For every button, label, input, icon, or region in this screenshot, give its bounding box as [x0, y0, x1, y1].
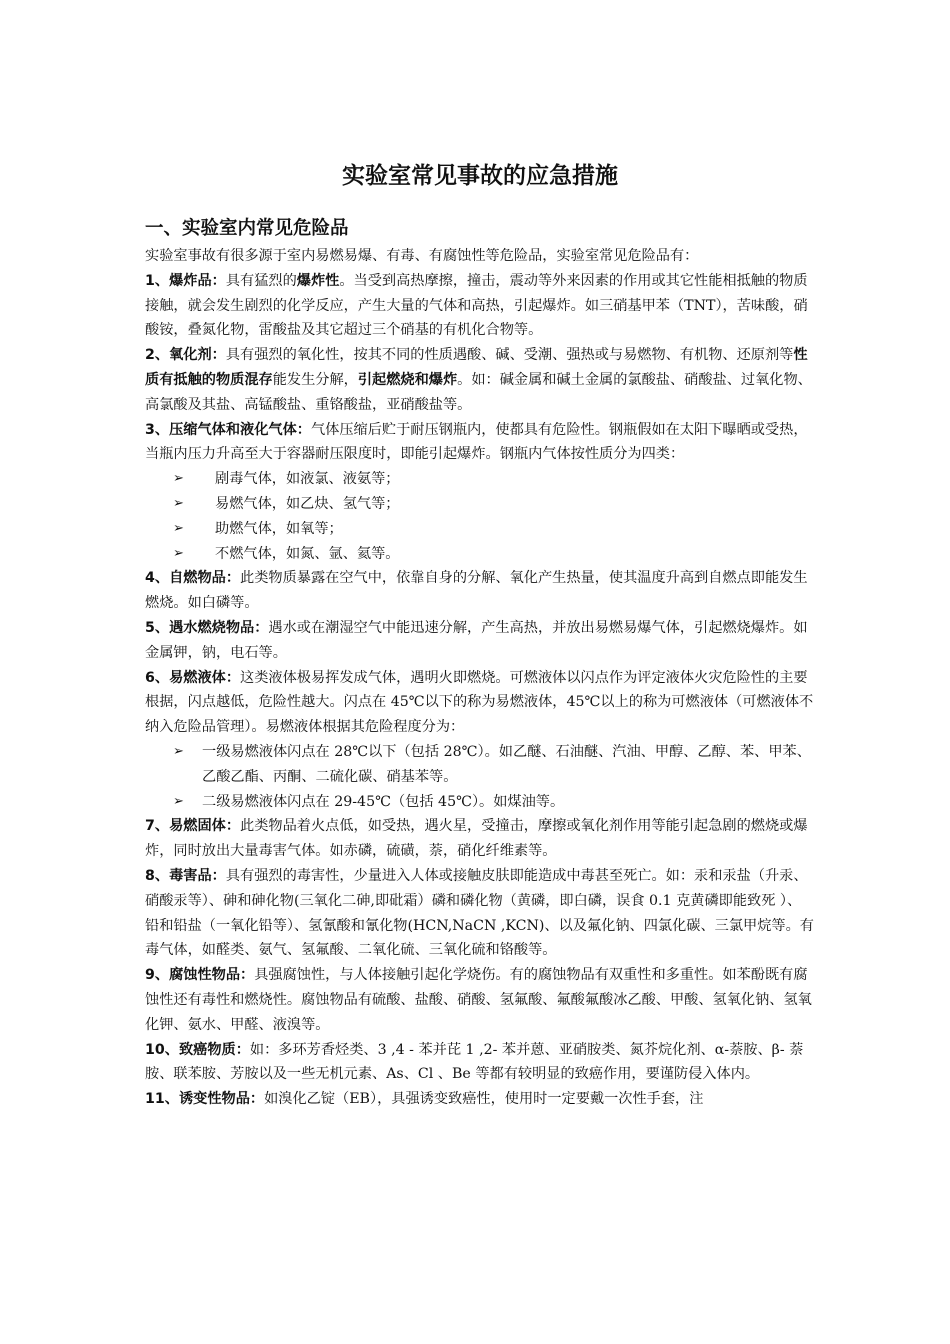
item-text: 此类物品着火点低，如受热，遇火星，受撞击，摩擦或氧化剂作用等能引起急剧的燃烧或爆炸，同时放出大量毒害气体。如赤磷，硫磺，萘，硝化纤维素等。 — [145, 818, 808, 860]
item-label: 毒害品： — [169, 867, 226, 884]
item-label: 遇水燃烧物品： — [169, 619, 269, 636]
bullet-item — [145, 517, 815, 542]
item-label: 爆炸品： — [169, 272, 226, 289]
bullet-item — [145, 740, 815, 790]
bullet-text: 不燃气体，如氮、氩、氦等。 — [215, 545, 400, 562]
item-number: 11、 — [145, 1091, 179, 1108]
item-text: 具有强烈的毒害性，少量进入人体或接触皮肤即能造成中毒甚至死亡。如：汞和汞盐（升汞、硝酸汞等）、砷和砷化物(三氧化二砷,即砒霜）磷和磷化物（黄磷，即白磷，误食 0.1 克黄磷即能致死 ）、铅和铅盐（一氧化铅等）、氢氰酸和氰化物(HCN,NaCN ,KCN)、以及氟化钠、四氯化碳、三氯甲烷等。有毒气体，如醛类、氨气、氢氟酸、二氧化硫、三氧化硫和铬酸等。 — [145, 867, 814, 959]
bullet-arrow-icon: ➢ — [173, 495, 184, 511]
item-number: 6、 — [145, 669, 170, 686]
bullet-arrow-icon: ➢ — [173, 743, 184, 759]
item-flammable-liquids — [145, 666, 815, 740]
item-text: 遇水或在潮湿空气中能迅速分解，产生高热，并放出易燃易爆气体，引起燃烧爆炸。如金属钾，钠，电石等。 — [145, 619, 808, 661]
item-compressed-gases — [145, 418, 815, 468]
item-label: 易燃液体： — [169, 669, 241, 686]
bullet-arrow-icon: ➢ — [173, 471, 184, 487]
document-page — [145, 152, 815, 1112]
bullet-arrow-icon: ➢ — [173, 793, 184, 809]
item-text: 这类液体极易挥发成气体，遇明火即燃烧。可燃液体以闪点作为评定液体火灾危险性的主要根据，闪点越低，危险性越大。闪点在 45℃以下的称为易燃液体，45℃以上的称为可燃液体（可燃液体不纳入危险品管理）。易燃液体根据其危险程度分为： — [145, 669, 814, 736]
item-oxidizers — [145, 343, 815, 417]
item-number: 5、 — [145, 619, 170, 636]
item-self-igniting — [145, 566, 815, 616]
item-mutagens — [145, 1087, 815, 1112]
item-corrosive — [145, 963, 815, 1037]
bullet-item — [145, 467, 815, 492]
item-toxic — [145, 864, 815, 963]
bullet-text: 一级易燃液体闪点在 28℃以下（包括 28℃）。如乙醚、石油醚、汽油、甲醇、乙醇、苯、甲苯、乙酸乙酯、丙酮、二硫化碳、硝基苯等。 — [202, 743, 811, 785]
item-carcinogens — [145, 1038, 815, 1088]
bullet-arrow-icon: ➢ — [173, 520, 184, 536]
item-water-reactive — [145, 616, 815, 666]
item-number: 8、 — [145, 867, 170, 884]
item-label: 腐蚀性物品： — [169, 967, 255, 984]
item-number: 7、 — [145, 818, 170, 835]
item-label: 易燃固体： — [169, 818, 241, 835]
item-text: 具有强烈的氧化性，按其不同的性质遇酸、碱、受潮、强热或与易燃物、有机物、还原剂等 — [225, 347, 794, 364]
item-number: 4、 — [145, 570, 170, 587]
item-text: 。当受到高热摩擦，撞击，震动等外来因素的作用或其它性能相抵触的物质接触，就会发生剧烈的化学反应，产生大量的气体和高热，引起爆炸。如三硝基甲苯（TNT），苦味酸，硝酸铵，叠氮化物，雷酸盐及其它超过三个硝基的有机化合物等。 — [145, 272, 808, 339]
item-text: 如溴化乙锭（EB），具强诱变致癌性，使用时一定要戴一次性手套，注 — [264, 1091, 704, 1108]
bullet-item — [145, 492, 815, 517]
item-number: 10、 — [145, 1041, 179, 1058]
item-number: 2、 — [145, 347, 170, 364]
item-text: 。如：碱金属和碱土金属的氯酸盐、硝酸盐、过氧化物、高氯酸及其盐、高锰酸盐、重铬酸盐，亚硝酸盐等。 — [145, 371, 812, 413]
item-emphasis: 性质有抵触的物质混存 — [145, 347, 808, 388]
item-text: 具强腐蚀性，与人体接触引起化学烧伤。有的腐蚀物品有双重性和多重性。如苯酚既有腐蚀性还有毒性和燃烧性。腐蚀物品有硫酸、盐酸、硝酸、氢氟酸、氟酸氟酸冰乙酸、甲酸、氢氧化钠、氢氧化钾、氨水、甲醛、液溴等。 — [145, 967, 812, 1033]
item-label: 压缩气体和液化气体： — [169, 421, 311, 438]
item-text: 此类物质暴露在空气中，依靠自身的分解、氧化产生热量，使其温度升高到自燃点即能发生燃烧。如白磷等。 — [145, 570, 808, 612]
bullet-item — [145, 790, 815, 815]
bullet-text: 二级易燃液体闪点在 29-45℃（包括 45℃）。如煤油等。 — [202, 793, 565, 810]
bullet-text: 助燃气体，如氧等； — [215, 520, 343, 537]
item-flammable-solids — [145, 814, 815, 864]
bullet-item — [145, 542, 815, 567]
bullet-text: 易燃气体，如乙炔、氢气等； — [215, 495, 400, 512]
item-number: 9、 — [145, 967, 170, 984]
section-heading: 一、实验室内常见危险品 — [145, 218, 349, 239]
item-emphasis: 引起燃烧和爆炸 — [357, 371, 458, 388]
item-text: 具有猛烈的 — [225, 272, 297, 289]
page-title: 实验室常见事故的应急措施 — [342, 163, 618, 189]
item-label: 致癌物质： — [178, 1041, 250, 1058]
intro-paragraph: 实验室事故有很多源于室内易燃易爆、有毒、有腐蚀性等危险品，实验室常见危险品有： — [145, 248, 699, 264]
item-text: 气体压缩后贮于耐压钢瓶内，使都具有危险性。钢瓶假如在太阳下曝晒或受热，当瓶内压力升高至大于容器耐压限度时，即能引起爆炸。钢瓶内气体按性质分为四类： — [145, 421, 808, 463]
item-emphasis: 爆炸性 — [296, 272, 340, 289]
item-label: 诱变性物品： — [178, 1091, 265, 1108]
item-label: 自燃物品： — [169, 570, 241, 587]
item-number: 1、 — [145, 272, 170, 289]
item-label: 氧化剂： — [169, 347, 226, 364]
item-number: 3、 — [145, 421, 170, 438]
item-text: 如：多环芳香烃类、3 ,4 - 苯并芘 1 ,2- 苯并蒽、亚硝胺类、氮芥烷化剂、α-萘胺、β- 萘胺、联苯胺、芳胺以及一些无机元素、As、Cl 、Be 等都有较明显的致癌作用，要谨防侵入体内。 — [145, 1041, 804, 1083]
bullet-arrow-icon: ➢ — [173, 545, 184, 561]
item-text: 能发生分解， — [272, 371, 358, 388]
bullet-text: 剧毒气体，如液氯、液氨等； — [215, 471, 400, 488]
item-explosives — [145, 269, 815, 343]
